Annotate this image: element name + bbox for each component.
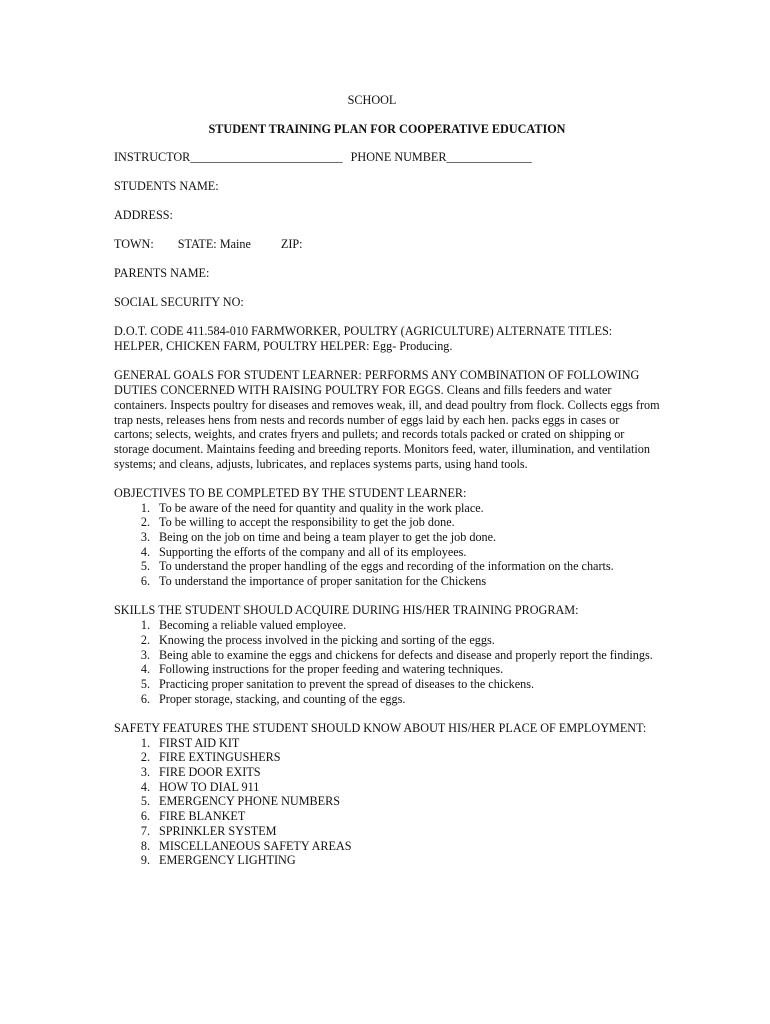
list-item: 6. To understand the importance of proper sanitation for the Chickens [140, 574, 487, 589]
phone-number-field: PHONE NUMBER______________ [350, 150, 532, 165]
list-item: 5. Practicing proper sanitation to prevent the spread of diseases to the chickens. [140, 676, 534, 691]
zip-field: ZIP: [280, 237, 303, 252]
instructor-field: INSTRUCTOR_________________________ [114, 150, 343, 165]
list-item: 1. To be aware of the need for quantity and quality in the work place. [140, 500, 484, 515]
list-item: 8. MISCELLANEOUS SAFETY AREAS [140, 838, 352, 853]
objectives-heading: OBJECTIVES TO BE COMPLETED BY THE STUDENT LEARNER: [114, 485, 467, 500]
list-item: 2. Knowing the process involved in the picking and sorting of the eggs. [140, 632, 495, 647]
list-item: 9. EMERGENCY LIGHTING [140, 853, 296, 868]
list-item: 2. To be willing to accept the responsibility to get the job done. [140, 515, 455, 530]
list-item: 2. FIRE EXTINGUSHERS [140, 750, 281, 765]
state-field: STATE: Maine [177, 237, 251, 252]
list-item: 5. To understand the proper handling of the eggs and recording of the information on the charts. [140, 559, 614, 574]
safety-heading: SAFETY FEATURES THE STUDENT SHOULD KNOW ABOUT HIS/HER PLACE OF EMPLOYMENT: [114, 720, 647, 735]
instructor-phone-line [114, 150, 660, 165]
skills-list [114, 618, 660, 706]
students-name-field: STUDENTS NAME: [114, 179, 219, 194]
list-item: 4. HOW TO DIAL 911 [140, 779, 260, 794]
list-item: 4. Supporting the efforts of the company and all of its employees. [140, 544, 467, 559]
town-field: TOWN: [114, 237, 154, 252]
social-security-field: SOCIAL SECURITY NO: [114, 295, 244, 310]
address-field: ADDRESS: [114, 208, 173, 223]
parents-name-field: PARENTS NAME: [114, 266, 210, 281]
school-heading: SCHOOL [347, 93, 397, 107]
general-goals-paragraph: GENERAL GOALS FOR STUDENT LEARNER: PERFORMS ANY COMBINATION OF FOLLOWING DUTIES CONCERNED WITH RAISING POULTRY FOR EGGS. Cleans and fills feeders and water containers. Inspects poultry for diseases and removes weak, ill, and dead poultry from flock. Collects eggs from trap nests, releases hens from nests and records number of eggs laid by each hen. packs eggs in cases or cartons; selects, weights, and crates fryers and pullets; and records totals packed or crated on shipping or storage document. Maintains feeding and breeding reports. Monitors feed, water, illumination, and ventilation systems; and cleans, adjusts, lubricates, and replaces systems parts, using hand tools. [114, 368, 660, 471]
objectives-list [114, 501, 660, 589]
town-state-zip-line [114, 237, 660, 252]
list-item: 6. Proper storage, stacking, and counting of the eggs. [140, 691, 406, 706]
list-item: 3. Being on the job on time and being a team player to get the job done. [140, 530, 497, 545]
list-item: 1. Becoming a reliable valued employee. [140, 618, 347, 633]
list-item: 1. FIRST AID KIT [140, 735, 240, 750]
list-item: 3. FIRE DOOR EXITS [140, 765, 261, 780]
dot-code-paragraph: D.O.T. CODE 411.584-010 FARMWORKER, POULTRY (AGRICULTURE) ALTERNATE TITLES: HELPER, CHICKEN FARM, POULTRY HELPER: Egg- Producing. [114, 324, 613, 354]
list-item: 7. SPRINKLER SYSTEM [140, 823, 277, 838]
list-item: 4. Following instructions for the proper feeding and watering techniques. [140, 662, 504, 677]
document-title: STUDENT TRAINING PLAN FOR COOPERATIVE EDUCATION [208, 121, 566, 136]
list-item: 6. FIRE BLANKET [140, 809, 246, 824]
safety-list [114, 736, 660, 868]
skills-heading: SKILLS THE STUDENT SHOULD ACQUIRE DURING HIS/HER TRAINING PROGRAM: [114, 603, 579, 618]
list-item: 3. Being able to examine the eggs and chickens for defects and disease and properly report the findings. [140, 647, 653, 662]
list-item: 5. EMERGENCY PHONE NUMBERS [140, 794, 341, 809]
